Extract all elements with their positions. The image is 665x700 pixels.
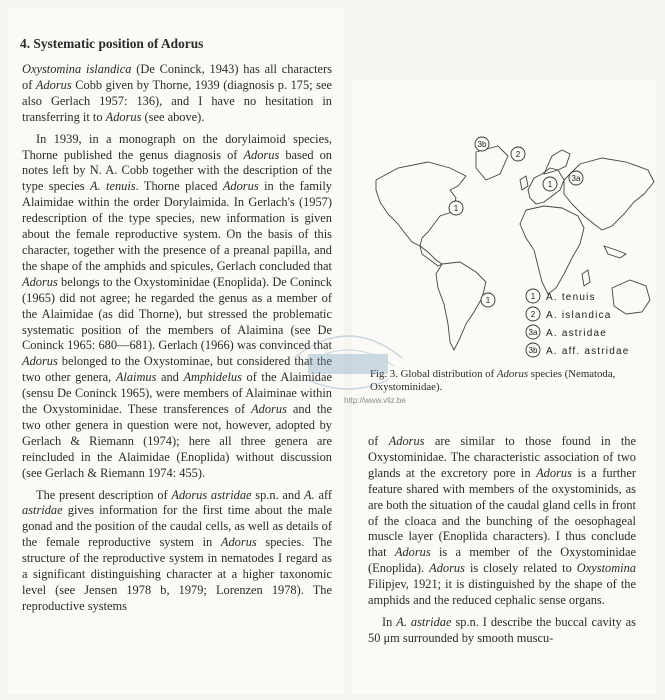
right_column.paragraphs.0-run: Adorus	[536, 465, 572, 480]
site-marker-3a	[569, 171, 583, 185]
world-map-svg	[358, 128, 658, 368]
right-paragraph-2	[368, 615, 636, 647]
figure.caption-run: Fig. 3. Global distribution of	[370, 368, 497, 380]
right_column.paragraphs.1-run: sp.n. I describe the buccal cavity as 50 μm surrounded by smooth muscu-	[368, 614, 636, 645]
left-paragraph-3	[22, 488, 332, 615]
left_column.paragraphs.1-run: . Thorne placed	[135, 179, 223, 194]
left_column.paragraphs.1-run: in the family Alaimidae within the order Dorylaimida. In Gerlach's (1957) redescription of the type species, new information is given about the female reproductive system. On the basis of this character, together with the presence of a preanal papilla, and the shape of the amphids and spicules, Gerlach concluded that	[22, 179, 333, 273]
left_column.paragraphs.1-run: Adorus	[222, 179, 259, 194]
legend-item-tenuis	[526, 289, 596, 303]
svg-text:1: 1	[547, 180, 553, 189]
svg-text:3b: 3b	[477, 140, 487, 149]
continent-asia	[564, 158, 654, 230]
left_column.paragraphs.1-run: Adorus	[251, 402, 287, 417]
left-paragraph-1	[22, 62, 332, 126]
right_column.paragraphs.0-run: Adorus	[388, 434, 425, 448]
svg-text:A. tenuis: A. tenuis	[546, 292, 596, 303]
section-heading: 4. Systematic position of Adorus	[20, 36, 204, 51]
site-markers	[449, 137, 583, 307]
svg-text:3a: 3a	[571, 174, 581, 183]
right_column.paragraphs.0-run: is closely related to	[464, 561, 577, 576]
right_column.paragraphs.0-run: Filipjev, 1921; it is distinguished by the shape of the amphids and the reduced cephalic sense organs.	[368, 577, 636, 608]
left_column.paragraphs.1-run: Adorus	[22, 354, 58, 369]
left_column.paragraphs.2-run: The present description of	[36, 487, 172, 502]
svg-text:1: 1	[485, 296, 491, 305]
continent-australia	[612, 280, 650, 314]
svg-text:1: 1	[453, 204, 459, 213]
continent-africa	[520, 206, 584, 294]
left_column.paragraphs.0-run: (see above).	[141, 109, 205, 124]
legend-item-astridae	[526, 325, 607, 339]
left_column.paragraphs.0-run: (De Coninck, 1943) has all characters of	[22, 62, 333, 92]
left_column.paragraphs.2-run: sp.n. and	[251, 487, 305, 502]
left_column.paragraphs.1-run: Adorus	[22, 274, 58, 289]
svg-text:2: 2	[515, 150, 521, 159]
left_column.paragraphs.2-run: species. The structure of the reproductive system in nematodes I regard as a significant distinguishing character at a higher taxonomic level (see Jensen 1978 b, 1979; Lorenzen 1978). The reproductive systems	[22, 535, 332, 613]
left_column.paragraphs.1-run: of the Alaimidae (sensu De Coninck 1965), were members of Alaiminae within the Oxystominidae. These transferences of	[22, 370, 332, 417]
svg-text:3a: 3a	[528, 328, 538, 337]
left-paragraph-2	[22, 132, 332, 482]
right-column-text	[368, 434, 636, 647]
left_column.paragraphs.0-run: Cobb given by Thorne, 1939 (diagnosis p. 175; see also Gerlach 1957: 136), and I have no hesitation in transferring it to	[22, 77, 332, 124]
continent-south-america	[436, 262, 486, 350]
continent-british-isles	[520, 176, 528, 190]
left_column.paragraphs.1-run: belonged to the Oxystominae, but considered that the two other genera,	[22, 354, 332, 385]
right_column.paragraphs.0-run: is a member of the Oxystominidae (Enoplida).	[368, 545, 636, 576]
right_column.paragraphs.0-run: of	[368, 434, 389, 448]
left_column.paragraphs.1-run: belongs to the Oxystominidae (Enoplida). De Coninck (1965) did not agree; he regarded the genus as a member of the Alaimidae (as did Thorne), but stressed the problematic systematic position of the members of Alaimina (see De Coninck 1965: 680—681). Gerlach (1966) was convinced that	[22, 274, 332, 353]
legend-item-islandica	[526, 307, 612, 321]
svg-text:A. islandica: A. islandica	[546, 310, 612, 321]
svg-text:3b: 3b	[528, 346, 538, 355]
left_column.paragraphs.1-run: Adorus	[243, 147, 280, 162]
left_column.paragraphs.1-run: In 1939, in a monograph on the dorylaimoid species, Thorne published the genus diagnosis of	[22, 131, 332, 162]
left_column.paragraphs.2-run: A.	[304, 487, 315, 502]
right_column.paragraphs.0-run: is a further feature shared with members of the oxystominids, as are both the situation of the caudal gland cells in front of the cloaca and the bunching of the oesophageal muscle layer (Enoplida characters). I thus conclude that	[368, 465, 636, 560]
svg-text:A. aff. astridae: A. aff. astridae	[546, 346, 630, 357]
left_column.paragraphs.1-run: Amphidelus	[183, 370, 242, 385]
svg-text:A. astridae: A. astridae	[546, 328, 608, 339]
left_column.paragraphs.0-run: Adorus	[35, 77, 72, 92]
right_column.paragraphs.0-run: Oxystomina	[576, 561, 636, 576]
figure.caption-run: Adorus	[496, 368, 529, 380]
continent-indonesia	[604, 246, 626, 258]
figure.caption-run: species (Nematoda, Oxystominidae).	[370, 368, 616, 393]
left-column-text	[22, 62, 332, 615]
site-marker-1-north-america	[449, 201, 463, 215]
continent-central-america	[420, 246, 442, 266]
legend-item-aff-astridae	[526, 343, 630, 357]
map-legend	[526, 289, 630, 357]
left_column.paragraphs.2-run: aff	[314, 487, 332, 502]
site-marker-3b	[475, 137, 489, 151]
site-marker-1-south-america	[481, 293, 495, 307]
continent-madagascar	[582, 270, 590, 286]
right_column.paragraphs.0-run: Adorus	[429, 561, 465, 576]
left_column.paragraphs.1-run: and	[156, 370, 184, 385]
left_column.paragraphs.1-run: A. tenuis	[89, 179, 136, 194]
left_column.paragraphs.1-run: based on notes left by N. A. Cobb together with the description of the type species	[22, 147, 332, 194]
left_column.paragraphs.1-run: and the two other genera in question were not, however, adopted by Gerlach & Riemann (1974); here all three genera are reincluded in the Alaimidae (Enoplida) without discussion (see Gerlach & Riemann 1974: 455).	[22, 402, 332, 480]
left_column.paragraphs.2-run: gives information for the first time about the male gonad and the position of the caudal cells, as well as details of the female reproductive system in	[22, 503, 332, 550]
svg-text:1: 1	[530, 292, 536, 301]
right_column.paragraphs.0-run: are similar to those found in the Oxystominidae. The characteristic association of two glands at the excretory pore in	[368, 434, 637, 480]
right_column.paragraphs.0-run: Adorus	[394, 545, 431, 560]
left_column.paragraphs.2-run: Adorus astridae	[171, 487, 252, 502]
left_column.paragraphs.2-run: Adorus	[220, 535, 257, 550]
left_column.paragraphs.0-run: Adorus	[105, 109, 142, 124]
continent-scandinavia	[544, 150, 570, 174]
site-marker-2	[511, 147, 525, 161]
right_column.paragraphs.1-run: In	[382, 614, 397, 629]
left_column.paragraphs.0-run: Oxystomina islandica	[22, 62, 132, 76]
left_column.paragraphs.2-run: astridae	[22, 503, 63, 518]
site-marker-1-europe	[543, 177, 557, 191]
figure-caption	[370, 368, 660, 394]
svg-text:2: 2	[530, 310, 536, 319]
left_column.paragraphs.1-run: Alaimus	[115, 370, 157, 385]
watermark-url: http://www.vliz.be	[344, 396, 406, 405]
distribution-map	[358, 128, 658, 368]
right-paragraph-1	[368, 434, 636, 609]
right_column.paragraphs.1-run: A. astridae	[396, 614, 452, 629]
